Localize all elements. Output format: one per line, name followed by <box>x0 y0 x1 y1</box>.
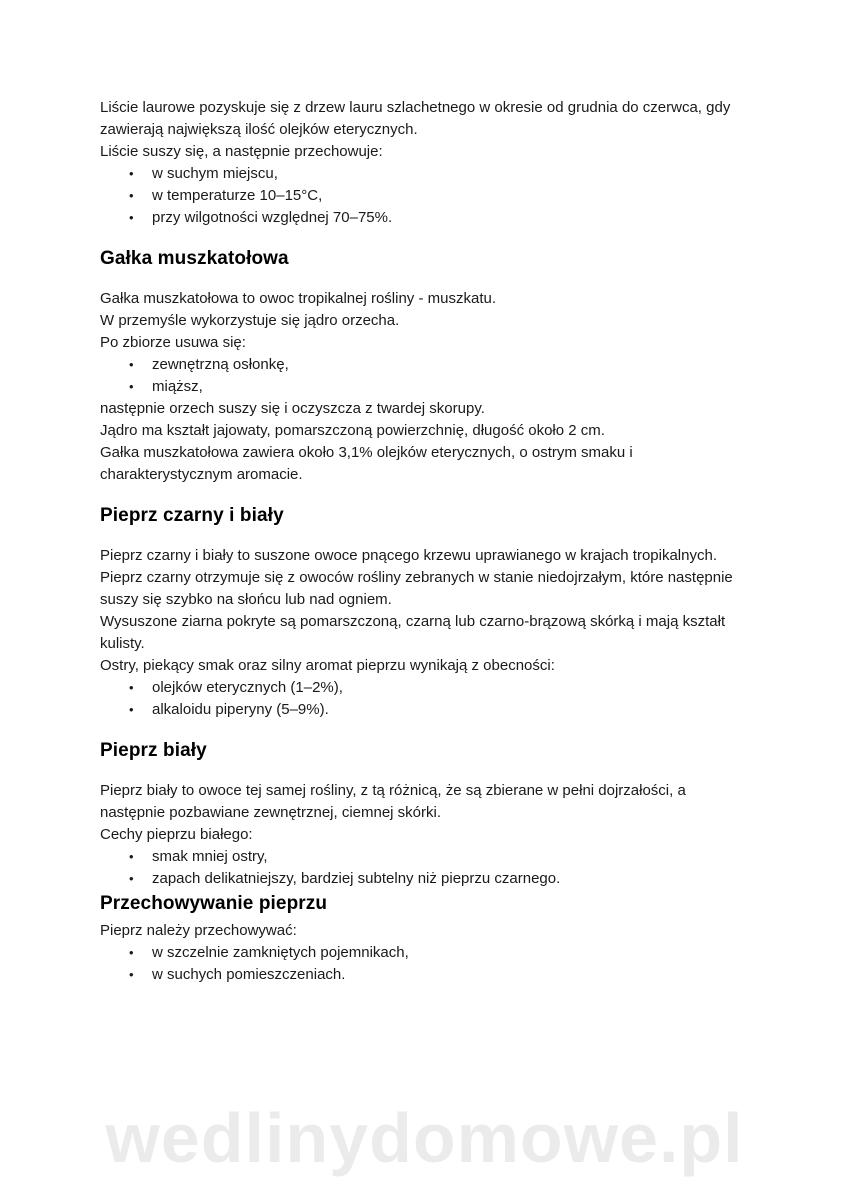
bullet-list <box>100 846 745 890</box>
paragraph: Pieprz biały to owoce tej samej rośliny, z tą różnicą, że są zbierane w pełni dojrzałości, a następnie pozbawiane zewnętrznej, ciemnej skórki. <box>100 782 686 821</box>
section-heading: Przechowywanie pieprzu <box>100 893 328 914</box>
paragraph: następnie orzech suszy się i oczyszcza z twardej skorupy. <box>100 400 485 417</box>
bullet-item: • w temperaturze 10–15°C, <box>100 185 745 207</box>
paragraph: Pieprz czarny i biały to suszone owoce pnącego krzewu uprawianego w krajach tropikalnych. <box>100 547 717 564</box>
paragraph: Liście laurowe pozyskuje się z drzew lauru szlachetnego w okresie od grudnia do czerwca, gdy zawierają największą ilość olejków eterycznych. <box>100 99 731 138</box>
paragraph: Ostry, piekący smak oraz silny aromat pieprzu wynikają z obecności: <box>100 657 555 674</box>
bullet-item: • zewnętrzną osłonkę, <box>100 354 745 376</box>
section-galka-muszkatolowa <box>100 245 745 486</box>
bullet-list <box>100 942 745 986</box>
bullet-list <box>100 354 745 398</box>
paragraph: Jądro ma kształt jajowaty, pomarszczoną powierzchnię, długość około 2 cm. <box>100 422 605 439</box>
section-przechowywanie-pieprzu <box>100 890 745 986</box>
bullet-item: • zapach delikatniejszy, bardziej subtelny niż pieprzu czarnego. <box>100 868 745 890</box>
section-heading: Pieprz czarny i biały <box>100 505 284 526</box>
document-body <box>100 97 745 986</box>
paragraph: Cechy pieprzu białego: <box>100 826 253 843</box>
bullet-list <box>100 163 745 229</box>
bullet-item: • olejków eterycznych (1–2%), <box>100 677 745 699</box>
section-pieprz-czarny-i-bialy <box>100 502 745 721</box>
paragraph: W przemyśle wykorzystuje się jądro orzecha. <box>100 312 400 329</box>
bullet-item: • przy wilgotności względnej 70–75%. <box>100 207 745 229</box>
bullet-list <box>100 677 745 721</box>
paragraph: Liście suszy się, a następnie przechowuje: <box>100 143 383 160</box>
paragraph: Gałka muszkatołowa to owoc tropikalnej rośliny - muszkatu. <box>100 290 496 307</box>
section-heading: Pieprz biały <box>100 740 207 761</box>
bullet-item: • w suchych pomieszczeniach. <box>100 964 745 986</box>
section-pieprz-bialy <box>100 737 745 890</box>
bullet-item: • alkaloidu piperyny (5–9%). <box>100 699 745 721</box>
bullet-item: • w szczelnie zamkniętych pojemnikach, <box>100 942 745 964</box>
paragraph: Wysuszone ziarna pokryte są pomarszczoną, czarną lub czarno-brązową skórką i mają kształt kulisty. <box>100 613 726 652</box>
paragraph: Po zbiorze usuwa się: <box>100 334 246 351</box>
bullet-item: • miąższ, <box>100 376 745 398</box>
bullet-item: • smak mniej ostry, <box>100 846 745 868</box>
paragraph: Pieprz należy przechowywać: <box>100 922 297 939</box>
section-heading: Gałka muszkatołowa <box>100 248 289 269</box>
bullet-item: • w suchym miejscu, <box>100 163 745 185</box>
section-liscie-laurowe <box>100 97 745 229</box>
watermark: wedlinydomowe.pl <box>105 1099 744 1177</box>
paragraph: Pieprz czarny otrzymuje się z owoców rośliny zebranych w stanie niedojrzałym, które następnie suszy się szybko na słońcu lub nad ogniem. <box>100 569 733 608</box>
paragraph: Gałka muszkatołowa zawiera około 3,1% olejków eterycznych, o ostrym smaku i charakterystycznym aromacie. <box>100 444 633 483</box>
